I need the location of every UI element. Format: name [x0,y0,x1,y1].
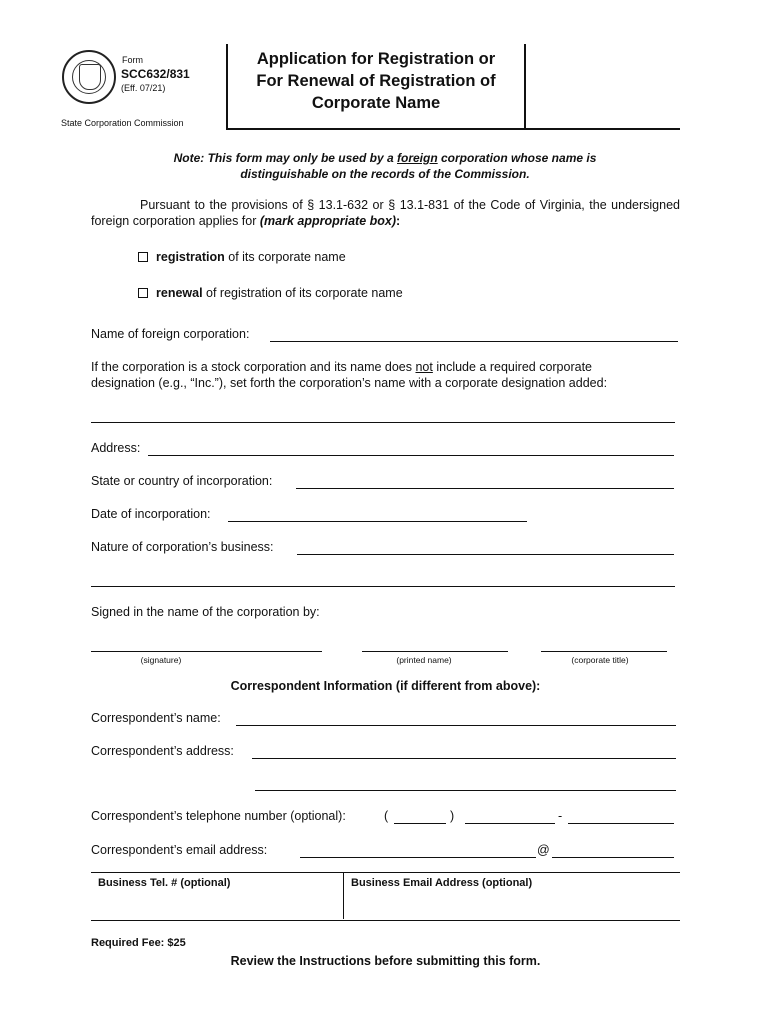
nature-label: Nature of corporation’s business: [91,540,274,554]
state-label: State or country of incorporation: [91,474,273,488]
option-registration[interactable]: registration of its corporate name [138,249,346,265]
email-user-field[interactable] [300,857,536,858]
effective-date: (Eff. 07/21) [121,83,166,93]
corporate-title-field[interactable] [541,651,667,652]
header-divider-right [524,44,526,130]
commonwealth-seal-icon [62,50,116,104]
phone-open-paren: ( [384,809,389,823]
review-instructions: Review the Instructions before submitting this form. [230,954,541,968]
intro-paragraph: Pursuant to the provisions of § 13.1-632 or § 13.1-831 of the Code of Virginia, the undersigned foreign corporation applies for (mark appropriate box): [91,198,680,228]
state-field[interactable] [296,488,674,489]
correspondent-name-field[interactable] [236,725,676,726]
address-field[interactable] [148,455,674,456]
registration-checkbox[interactable] [138,252,148,262]
business-tel-header: Business Tel. # (optional) [98,877,231,889]
correspondent-heading: Correspondent Information (if different from above): [230,679,541,693]
corporate-title-caption: (corporate title) [571,655,629,665]
correspondent-address-field[interactable] [252,758,676,759]
email-at-sign: @ [537,843,550,857]
phone-line-field[interactable] [568,823,674,824]
phone-area-code-field[interactable] [394,823,446,824]
correspondent-name-label: Correspondent’s name: [91,711,221,725]
form-number: SCC632/831 [121,67,190,81]
address-label: Address: [91,441,141,455]
phone-prefix-field[interactable] [465,823,555,824]
designated-name-field[interactable] [91,422,675,423]
correspondent-address-label: Correspondent’s address: [91,744,234,758]
phone-dash: - [558,809,563,823]
business-table-divider [343,872,344,919]
business-tel-field[interactable] [92,892,342,918]
form-label: Form [122,55,143,65]
printed-name-caption: (printed name) [396,655,452,665]
correspondent-address-field-line2[interactable] [255,790,676,791]
corporation-name-field[interactable] [270,341,678,342]
date-label: Date of incorporation: [91,507,211,521]
business-email-header: Business Email Address (optional) [351,877,533,889]
correspondent-email-label: Correspondent’s email address: [91,843,268,857]
signature-field[interactable] [91,651,322,652]
email-domain-field[interactable] [552,857,674,858]
required-fee: Required Fee: $25 [91,937,186,949]
date-field[interactable] [228,521,527,522]
usage-note: Note: This form may only be used by a foreign corporation whose name is distinguishable on the records of the Commission. [173,151,597,181]
option-renewal[interactable]: renewal of registration of its corporate name [138,285,403,301]
correspondent-phone-label: Correspondent’s telephone number (optional): [91,809,346,823]
nature-field-line2[interactable] [91,586,675,587]
stock-designation-note: If the corporation is a stock corporation and its name does not include a required corporate designation (e.g., “Inc.”), set forth the corporation’s name with a corporate designation added: [91,360,608,390]
phone-close-paren: ) [450,809,455,823]
renewal-checkbox[interactable] [138,288,148,298]
corporation-name-label: Name of foreign corporation: [91,327,250,341]
agency-name: State Corporation Commission [61,118,184,128]
signed-label: Signed in the name of the corporation by: [91,605,320,619]
form-title: Application for Registration or For Renewal of Registration of Corporate Name [256,50,496,112]
printed-name-field[interactable] [362,651,508,652]
header-rule [226,128,680,130]
signature-caption: (signature) [140,655,182,665]
business-email-field[interactable] [345,892,679,918]
nature-field[interactable] [297,554,674,555]
